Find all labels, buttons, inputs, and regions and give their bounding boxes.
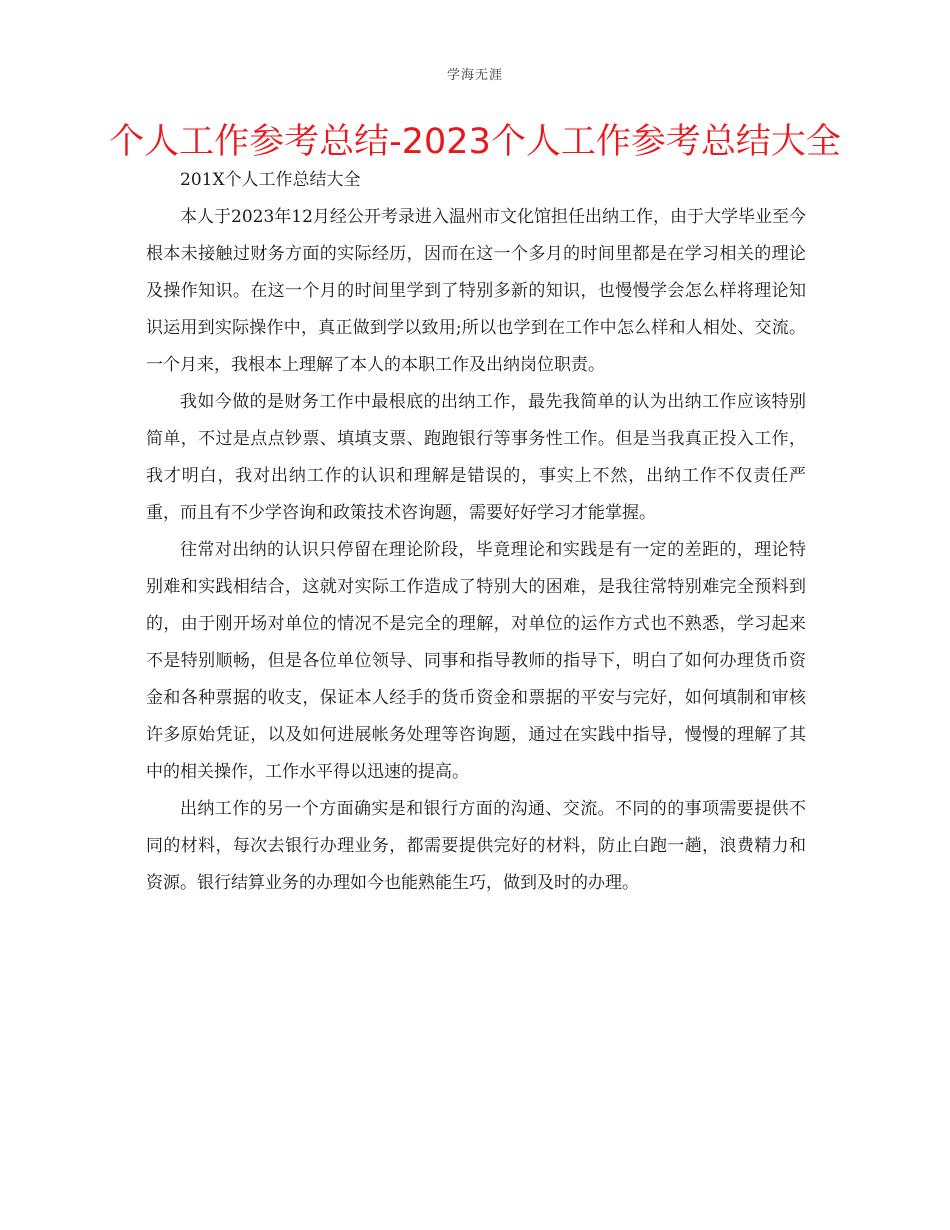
page-header-note: 学海无涯 [446, 68, 503, 83]
body-paragraph: 往常对出纳的认识只停留在理论阶段，毕竟理论和实践是有一定的差距的，理论特别难和实践相结合，这就对实际工作造成了特别大的困难，是我往常特别难完全预料到的，由于刚开场对单位的情况不是完全的理解，对单位的运作方式也不熟悉，学习起来不是特别顺畅，但是各位单位领导、同事和指导教师的指导下，明白了如何办理货币资金和各种票据的收支，保证本人经手的货币资金和票据的平安与完好，如何填制和审核许多原始凭证，以及如何进展帐务处理等咨询题，通过在实践中指导，慢慢的理解了其中的相关操作，工作水平得以迅速的提高。 [146, 540, 806, 782]
body-paragraph: 出纳工作的另一个方面确实是和银行方面的沟通、交流。不同的的事项需要提供不同的材料，每次去银行办理业务，都需要提供完好的材料，防止白跑一趟，浪费精力和资源。银行结算业务的办理如今也能熟能生巧，做到及时的办理。 [146, 799, 806, 893]
document-title: 个人工作参考总结-2023个人工作参考总结大全 [109, 122, 841, 162]
body-paragraph: 我如今做的是财务工作中最根底的出纳工作，最先我简单的认为出纳工作应该特别简单，不过是点点钞票、填填支票、跑跑银行等事务性工作。但是当我真正投入工作，我才明白，我对出纳工作的认识和理解是错误的，事实上不然，出纳工作不仅责任严重，而且有不少学咨询和政策技术咨询题，需要好好学习才能掌握。 [146, 392, 806, 523]
document-subtitle: 201X个人工作总结大全 [180, 170, 361, 190]
body-paragraph: 本人于2023年12月经公开考录进入温州市文化馆担任出纳工作，由于大学毕业至今根本未接触过财务方面的实际经历，因而在这一个多月的时间里都是在学习相关的理论及操作知识。在这一个月的时间里学到了特别多新的知识，也慢慢学会怎么样将理论知识运用到实际操作中，真正做到学以致用;所以也学到在工作中怎么样和人相处、交流。一个月来，我根本上理解了本人的本职工作及出纳岗位职责。 [146, 207, 806, 375]
document-body [146, 162, 806, 902]
